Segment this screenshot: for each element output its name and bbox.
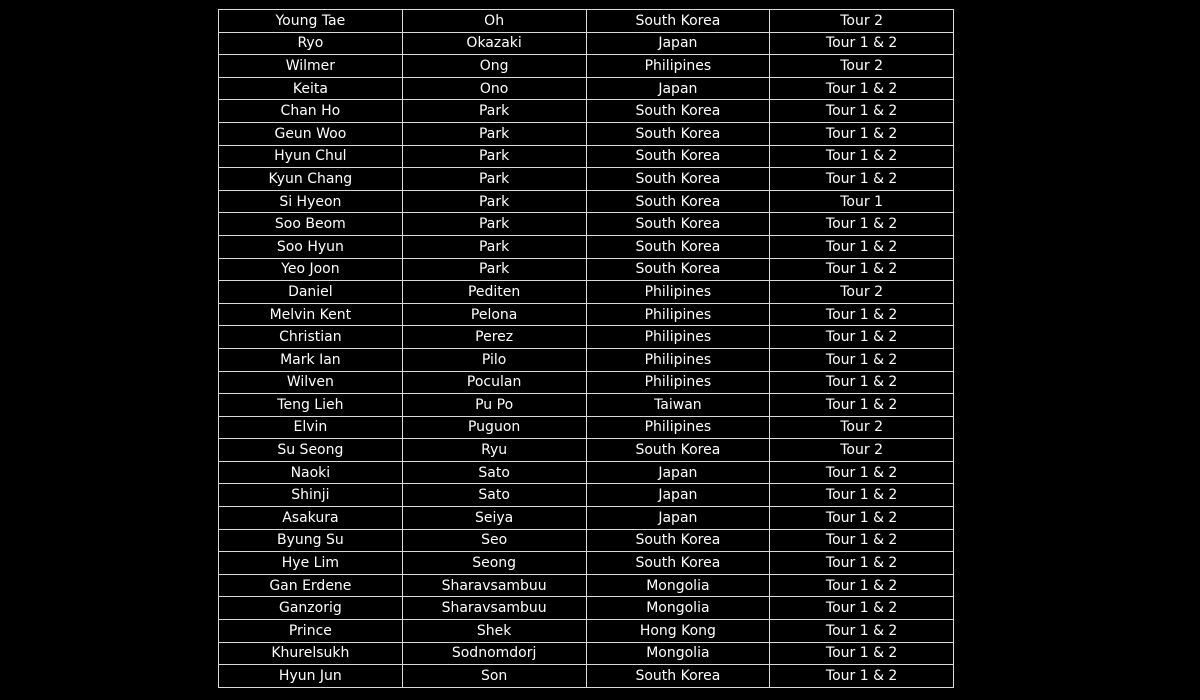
tour-cell: Tour 1 & 2 [770, 461, 954, 484]
first-name-cell: Elvin [219, 416, 403, 439]
last-name-cell: Sharavsambuu [402, 597, 586, 620]
last-name-cell: Park [402, 145, 586, 168]
table-row [219, 100, 954, 123]
country-cell: Japan [586, 461, 770, 484]
table-row [219, 303, 954, 326]
first-name-cell: Wilven [219, 371, 403, 394]
last-name-cell: Perez [402, 326, 586, 349]
first-name-cell: Young Tae [219, 10, 403, 33]
tour-cell: Tour 1 & 2 [770, 348, 954, 371]
tour-cell: Tour 1 & 2 [770, 168, 954, 191]
first-name-cell: Asakura [219, 507, 403, 530]
tour-cell: Tour 2 [770, 416, 954, 439]
country-cell: South Korea [586, 145, 770, 168]
tour-cell: Tour 1 & 2 [770, 145, 954, 168]
first-name-cell: Ryo [219, 32, 403, 55]
first-name-cell: Geun Woo [219, 122, 403, 145]
last-name-cell: Sato [402, 461, 586, 484]
country-cell: Taiwan [586, 394, 770, 417]
table-row [219, 620, 954, 643]
country-cell: Philipines [586, 303, 770, 326]
tour-cell: Tour 1 & 2 [770, 213, 954, 236]
last-name-cell: Okazaki [402, 32, 586, 55]
table-row [219, 77, 954, 100]
table-row [219, 348, 954, 371]
first-name-cell: Gan Erdene [219, 574, 403, 597]
tour-cell: Tour 2 [770, 55, 954, 78]
tour-cell: Tour 1 & 2 [770, 32, 954, 55]
tour-cell: Tour 1 & 2 [770, 122, 954, 145]
country-cell: Philipines [586, 326, 770, 349]
last-name-cell: Seong [402, 552, 586, 575]
country-cell: Hong Kong [586, 620, 770, 643]
first-name-cell: Byung Su [219, 529, 403, 552]
last-name-cell: Seiya [402, 507, 586, 530]
roster-table-body [219, 10, 954, 688]
tour-cell: Tour 1 & 2 [770, 484, 954, 507]
tour-cell: Tour 2 [770, 10, 954, 33]
first-name-cell: Chan Ho [219, 100, 403, 123]
last-name-cell: Sodnomdorj [402, 642, 586, 665]
country-cell: Philipines [586, 55, 770, 78]
table-row [219, 213, 954, 236]
last-name-cell: Pu Po [402, 394, 586, 417]
table-row [219, 32, 954, 55]
first-name-cell: Yeo Joon [219, 258, 403, 281]
first-name-cell: Soo Hyun [219, 235, 403, 258]
tour-cell: Tour 1 & 2 [770, 552, 954, 575]
tour-cell: Tour 1 & 2 [770, 303, 954, 326]
last-name-cell: Park [402, 168, 586, 191]
country-cell: Japan [586, 507, 770, 530]
country-cell: Philipines [586, 371, 770, 394]
table-row [219, 484, 954, 507]
last-name-cell: Park [402, 235, 586, 258]
last-name-cell: Pelona [402, 303, 586, 326]
table-row [219, 190, 954, 213]
table-row [219, 235, 954, 258]
tour-cell: Tour 1 & 2 [770, 507, 954, 530]
last-name-cell: Son [402, 665, 586, 688]
tour-cell: Tour 1 & 2 [770, 100, 954, 123]
table-row [219, 168, 954, 191]
first-name-cell: Kyun Chang [219, 168, 403, 191]
tour-cell: Tour 1 & 2 [770, 574, 954, 597]
first-name-cell: Wilmer [219, 55, 403, 78]
first-name-cell: Shinji [219, 484, 403, 507]
last-name-cell: Ong [402, 55, 586, 78]
tour-cell: Tour 2 [770, 281, 954, 304]
table-row [219, 461, 954, 484]
table-row [219, 326, 954, 349]
country-cell: South Korea [586, 439, 770, 462]
first-name-cell: Naoki [219, 461, 403, 484]
last-name-cell: Park [402, 213, 586, 236]
country-cell: South Korea [586, 122, 770, 145]
country-cell: South Korea [586, 213, 770, 236]
last-name-cell: Puguon [402, 416, 586, 439]
country-cell: Philipines [586, 281, 770, 304]
country-cell: Mongolia [586, 574, 770, 597]
first-name-cell: Ganzorig [219, 597, 403, 620]
tour-cell: Tour 1 & 2 [770, 665, 954, 688]
first-name-cell: Keita [219, 77, 403, 100]
first-name-cell: Mark Ian [219, 348, 403, 371]
table-row [219, 665, 954, 688]
first-name-cell: Su Seong [219, 439, 403, 462]
tour-cell: Tour 1 & 2 [770, 642, 954, 665]
tour-cell: Tour 2 [770, 439, 954, 462]
tour-cell: Tour 1 & 2 [770, 620, 954, 643]
first-name-cell: Teng Lieh [219, 394, 403, 417]
country-cell: South Korea [586, 190, 770, 213]
last-name-cell: Pediten [402, 281, 586, 304]
table-row [219, 642, 954, 665]
country-cell: Philipines [586, 416, 770, 439]
table-row [219, 597, 954, 620]
first-name-cell: Khurelsukh [219, 642, 403, 665]
tour-cell: Tour 1 & 2 [770, 394, 954, 417]
roster-table [218, 9, 954, 688]
first-name-cell: Prince [219, 620, 403, 643]
country-cell: South Korea [586, 552, 770, 575]
table-row [219, 394, 954, 417]
last-name-cell: Sharavsambuu [402, 574, 586, 597]
last-name-cell: Park [402, 122, 586, 145]
first-name-cell: Hyun Jun [219, 665, 403, 688]
table-row [219, 145, 954, 168]
first-name-cell: Si Hyeon [219, 190, 403, 213]
tour-cell: Tour 1 & 2 [770, 529, 954, 552]
first-name-cell: Melvin Kent [219, 303, 403, 326]
table-row [219, 281, 954, 304]
country-cell: South Korea [586, 168, 770, 191]
last-name-cell: Seo [402, 529, 586, 552]
country-cell: South Korea [586, 235, 770, 258]
table-row [219, 10, 954, 33]
table-row [219, 55, 954, 78]
first-name-cell: Christian [219, 326, 403, 349]
table-row [219, 258, 954, 281]
table-row [219, 507, 954, 530]
table-row [219, 529, 954, 552]
tour-cell: Tour 1 & 2 [770, 371, 954, 394]
last-name-cell: Ono [402, 77, 586, 100]
first-name-cell: Hye Lim [219, 552, 403, 575]
country-cell: Japan [586, 32, 770, 55]
tour-cell: Tour 1 [770, 190, 954, 213]
table-row [219, 371, 954, 394]
country-cell: South Korea [586, 529, 770, 552]
table-row [219, 574, 954, 597]
first-name-cell: Hyun Chul [219, 145, 403, 168]
last-name-cell: Park [402, 100, 586, 123]
table-row [219, 439, 954, 462]
country-cell: Mongolia [586, 642, 770, 665]
country-cell: South Korea [586, 665, 770, 688]
country-cell: South Korea [586, 10, 770, 33]
table-row [219, 552, 954, 575]
table-row [219, 416, 954, 439]
last-name-cell: Park [402, 258, 586, 281]
country-cell: Mongolia [586, 597, 770, 620]
last-name-cell: Poculan [402, 371, 586, 394]
first-name-cell: Daniel [219, 281, 403, 304]
tour-cell: Tour 1 & 2 [770, 235, 954, 258]
tour-cell: Tour 1 & 2 [770, 597, 954, 620]
country-cell: Japan [586, 484, 770, 507]
tour-cell: Tour 1 & 2 [770, 326, 954, 349]
last-name-cell: Park [402, 190, 586, 213]
tour-cell: Tour 1 & 2 [770, 77, 954, 100]
last-name-cell: Oh [402, 10, 586, 33]
last-name-cell: Shek [402, 620, 586, 643]
country-cell: South Korea [586, 258, 770, 281]
table-row [219, 122, 954, 145]
last-name-cell: Pilo [402, 348, 586, 371]
last-name-cell: Ryu [402, 439, 586, 462]
country-cell: Japan [586, 77, 770, 100]
country-cell: South Korea [586, 100, 770, 123]
last-name-cell: Sato [402, 484, 586, 507]
country-cell: Philipines [586, 348, 770, 371]
tour-cell: Tour 1 & 2 [770, 258, 954, 281]
first-name-cell: Soo Beom [219, 213, 403, 236]
roster-table-container [218, 9, 953, 688]
